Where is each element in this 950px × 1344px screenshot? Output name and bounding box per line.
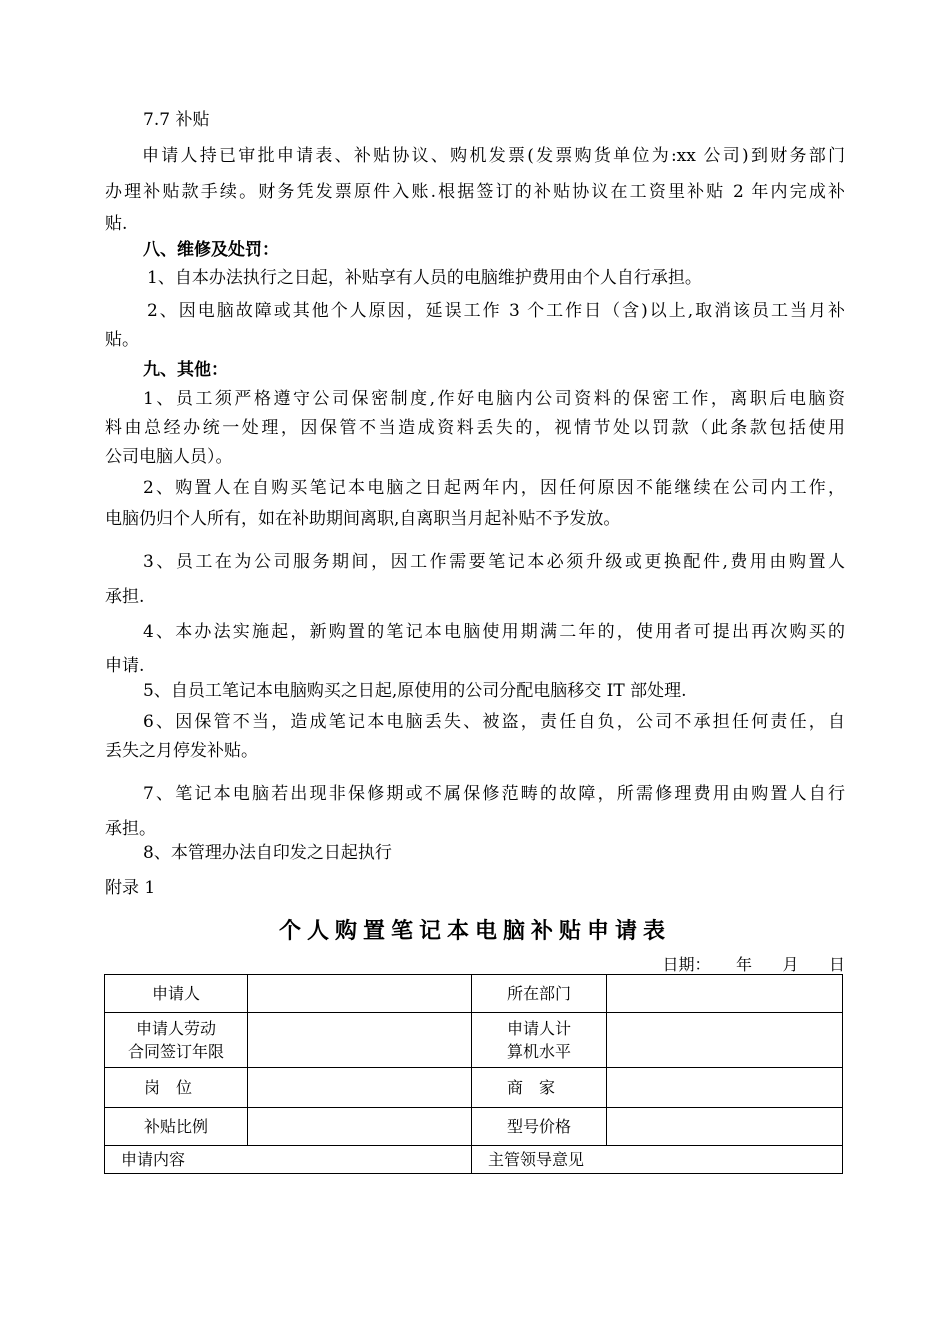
appendix-label: 附录 1	[105, 878, 156, 898]
section-8-title: 八、维修及处罚：	[143, 240, 279, 260]
section-9-item-7-line-1: 7、笔记本电脑若出现非保修期或不属保修范畴的故障，所需修理费用由购置人自行	[143, 784, 845, 804]
computer-skill-field[interactable]	[607, 1013, 843, 1068]
section-9-item-1-line-1: 1、员工须严格遵守公司保密制度,作好电脑内公司资料的保密工作，离职后电脑资	[143, 389, 845, 409]
supervisor-opinion-label: 主管领导意见	[472, 1146, 843, 1174]
section-7-7-title: 7.7 补贴	[143, 110, 210, 130]
applicant-field[interactable]	[248, 975, 472, 1013]
section-8-item-2-line-1: 2、因电脑故障或其他个人原因，延误工作 3 个工作日（含)以上,取消该员工当月补	[147, 301, 845, 321]
section-9-item-6-line-2: 丢失之月停发补贴。	[105, 741, 258, 761]
position-label: 岗位	[105, 1068, 248, 1108]
subsidy-application-form	[104, 974, 843, 1174]
computer-skill-label	[472, 1013, 607, 1068]
section-9-item-2-line-2: 电脑仍归个人所有，如在补助期间离职,自离职当月起补贴不予发放。	[105, 509, 621, 529]
paragraph-7-7-line-3: 贴.	[105, 214, 128, 234]
section-9-item-3-line-1: 3、员工在为公司服务期间，因工作需要笔记本必须升级或更换配件,费用由购置人	[143, 552, 845, 572]
section-9-item-3-line-2: 承担.	[105, 587, 145, 607]
paragraph-7-7-line-2: 办理补贴款手续。财务凭发票原件入账.根据签订的补贴协议在工资里补贴 2 年内完成补	[105, 182, 845, 202]
vendor-field[interactable]	[607, 1068, 843, 1108]
section-9-item-8: 8、本管理办法自印发之日起执行	[143, 843, 392, 863]
form-row-content	[105, 1146, 843, 1174]
applicant-label: 申请人	[105, 975, 248, 1013]
computer-skill-label-line-2: 算机水平	[506, 1042, 571, 1061]
contract-term-label	[105, 1013, 248, 1068]
subsidy-ratio-label: 补贴比例	[105, 1108, 248, 1146]
contract-term-label-line-2: 合同签订年限	[127, 1042, 224, 1061]
form-row-position	[105, 1068, 843, 1108]
form-row-contract	[105, 1013, 843, 1068]
section-9-item-4-line-1: 4、本办法实施起，新购置的笔记本电脑使用期满二年的，使用者可提出再次购买的	[143, 622, 845, 642]
section-9-item-1-line-2: 料由总经办统一处理，因保管不当造成资料丢失的，视情节处以罚款（此条款包括使用	[105, 418, 845, 438]
section-8-item-2-line-2: 贴。	[105, 330, 139, 350]
model-price-field[interactable]	[607, 1108, 843, 1146]
application-content-label: 申请内容	[105, 1146, 472, 1174]
section-9-title: 九、其他：	[143, 360, 228, 380]
section-9-item-6-line-1: 6、因保管不当，造成笔记本电脑丢失、被盗，责任自负，公司不承担任何责任，自	[143, 712, 845, 732]
form-row-subsidy	[105, 1108, 843, 1146]
section-9-item-4-line-2: 申请.	[105, 656, 145, 676]
section-9-item-5: 5、自员工笔记本电脑购买之日起,原使用的公司分配电脑移交 IT 部处理.	[143, 681, 687, 701]
position-field[interactable]	[248, 1068, 472, 1108]
vendor-label: 商家	[472, 1068, 607, 1108]
department-field[interactable]	[607, 975, 843, 1013]
form-title: 个人购置笔记本电脑补贴申请表	[278, 918, 671, 944]
contract-term-label-line-1: 申请人劳动	[135, 1019, 216, 1038]
section-8-item-1: 1、自本办法执行之日起，补贴享有人员的电脑维护费用由个人自行承担。	[147, 268, 702, 288]
paragraph-7-7-line-1: 申请人持已审批申请表、补贴协议、购机发票(发票购货单位为:xx 公司)到财务部门	[142, 146, 845, 166]
computer-skill-label-line-1: 申请人计	[506, 1019, 571, 1038]
section-9-item-2-line-1: 2、购置人在自购买笔记本电脑之日起两年内，因任何原因不能继续在公司内工作，	[143, 478, 845, 498]
department-label: 所在部门	[472, 975, 607, 1013]
contract-term-field[interactable]	[248, 1013, 472, 1068]
subsidy-ratio-field[interactable]	[248, 1108, 472, 1146]
form-date-line: 日期： 年 月 日	[662, 955, 845, 974]
section-9-item-1-line-3: 公司电脑人员）。	[105, 447, 233, 467]
form-row-applicant	[105, 975, 843, 1013]
model-price-label: 型号价格	[472, 1108, 607, 1146]
section-9-item-7-line-2: 承担。	[105, 819, 156, 839]
